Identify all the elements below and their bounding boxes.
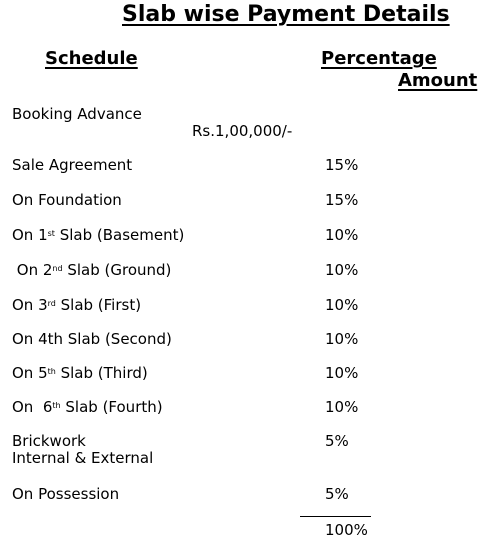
schedule-header: Schedule [45, 48, 138, 69]
schedule-label: On 4th Slab (Second) [12, 330, 172, 348]
schedule-label: On Possession [12, 485, 120, 503]
percentage-value: 10% [325, 226, 359, 244]
schedule-label: On 2nd Slab (Ground) [12, 261, 172, 279]
percentage-value: 10% [325, 296, 359, 314]
schedule-label: On 6th Slab (Fourth) [12, 398, 163, 416]
amount-header: Amount [398, 70, 478, 91]
schedule-label: On Foundation [12, 191, 122, 209]
percentage-value: 15% [325, 191, 359, 209]
percentage-value: 10% [325, 398, 359, 416]
percentage-value: 15% [325, 156, 359, 174]
schedule-label: On 5th Slab (Third) [12, 364, 148, 382]
percentage-value: 10% [325, 330, 359, 348]
percentage-header: Percentage [321, 48, 437, 69]
percentage-value: 10% [325, 364, 359, 382]
schedule-label: Sale Agreement [12, 156, 133, 174]
booking-amount: Rs.1,00,000/- [192, 122, 293, 140]
schedule-label: On 1st Slab (Basement) [12, 226, 185, 244]
schedule-label: Brickwork [12, 432, 86, 450]
percentage-value: 5% [325, 432, 349, 450]
total-divider [300, 516, 371, 517]
schedule-label: Booking Advance [12, 105, 142, 123]
schedule-label: On 3rd Slab (First) [12, 296, 142, 314]
percentage-value: 5% [325, 485, 349, 503]
percentage-value: 10% [325, 261, 359, 279]
total-value: 100% [325, 521, 368, 539]
page-title: Slab wise Payment Details [122, 2, 450, 27]
schedule-label-line2: Internal & External [12, 449, 154, 467]
